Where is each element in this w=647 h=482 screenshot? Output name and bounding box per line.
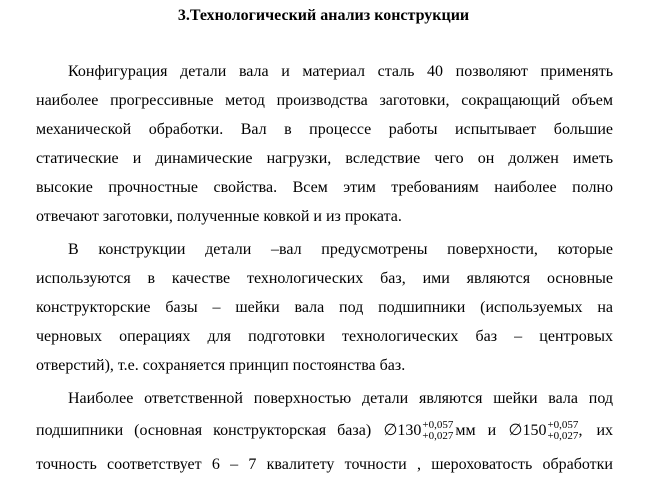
paragraph-3-line-1: Наиболее ответственной поверхностью детали являются шейки вала под	[68, 390, 613, 407]
dimension-130-lower: +0,027	[422, 430, 454, 442]
section-heading: 3.Технологический анализ конструкции	[177, 7, 470, 24]
dimension-130-nominal: 130	[397, 422, 422, 439]
paragraph-1-line-6: отвечают заготовки, полученные ковкой и из проката.	[36, 208, 402, 225]
dimension-130-tolerance	[422, 420, 453, 442]
paragraph-3-line-2-prefix: подшипники (основная конструкторская база)	[36, 422, 372, 439]
dimension-130-unit: мм и	[455, 422, 497, 439]
paragraph-2-line-5: отверстий), т.е. сохраняется принцип постоянства баз.	[36, 357, 406, 374]
dimension-130-upper: +0,057	[422, 419, 454, 431]
dimension-150-upper: +0,057	[547, 419, 579, 431]
paragraph-1-line-3: механической обработки. Вал в процессе работы испытывает большие	[36, 121, 613, 138]
paragraph-3-line-3: точность соответствует 6 – 7 квалитету точности , шероховатость обработки	[36, 456, 613, 473]
paragraph-2-line-3: конструкторские базы – шейки вала под подшипники (используемых на	[36, 299, 613, 316]
paragraph-1-line-4: статические и динамические нагрузки, вследствие чего он должен иметь	[36, 150, 613, 167]
paragraph-2-line-2: используются в качестве технологических баз, ими являются основные	[36, 270, 613, 287]
paragraph-1-line-5: высокие прочностные свойства. Всем этим требованиям наиболее полно	[36, 179, 613, 196]
diameter-symbol-1: ∅	[383, 422, 398, 439]
paragraph-3-line-2	[36, 420, 613, 442]
dimension-130	[379, 420, 496, 442]
paragraph-2-line-1: В конструкции детали –вал предусмотрены поверхности, которые	[68, 241, 613, 258]
dimension-150-lower: +0,027	[547, 430, 579, 442]
dimension-150	[505, 420, 613, 442]
diameter-symbol-2: ∅	[508, 422, 523, 439]
dimension-150-tolerance	[547, 420, 578, 442]
paragraph-1-line-2: наиболее прогрессивные метод производства заготовки, сокращающий объем	[36, 92, 613, 109]
dimension-150-after: , их	[578, 422, 613, 439]
paragraph-2-line-4: черновых операциях для подготовки технологических баз – центровых	[36, 328, 613, 345]
dimension-150-nominal: 150	[522, 422, 547, 439]
paragraph-1-line-1: Конфигурация детали вала и материал сталь 40 позволяют применять	[68, 63, 613, 80]
